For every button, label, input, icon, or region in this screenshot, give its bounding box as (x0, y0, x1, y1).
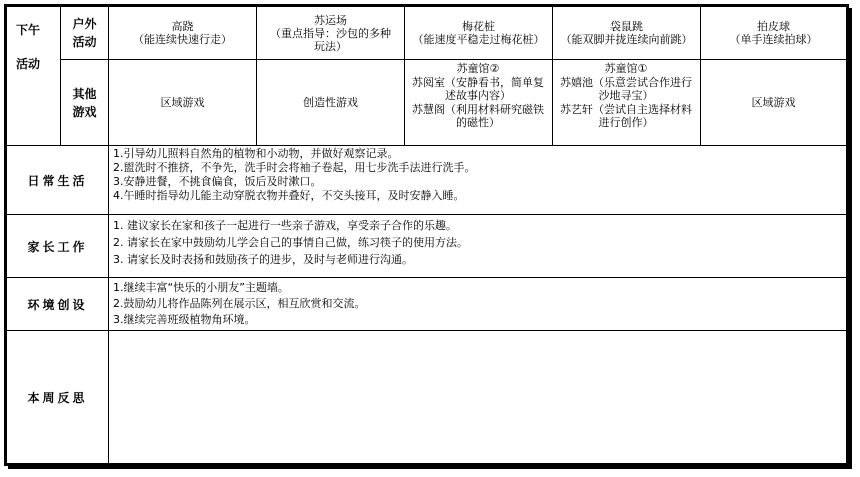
area-title: 苏童馆② (456, 62, 500, 75)
list-item: 2.盥洗时不推挤，不争先，洗手时会将袖子卷起，用七步洗手法进行洗手。 (113, 161, 476, 174)
list-item: 1. 建议家长在家和孩子一起进行一些亲子游戏，享受亲子合作的乐趣。 (113, 219, 457, 232)
area-item: 苏慧阁（利用材料研究磁铁的磁性） (412, 103, 544, 129)
other-cell-1 (108, 59, 257, 146)
other-cell-2 (256, 59, 405, 146)
outdoor-cell-2 (256, 6, 405, 60)
afternoon-label-top: 下午 (16, 23, 41, 37)
outdoor-cell-5 (700, 6, 847, 60)
outdoor-activity-label: 户外活动 (60, 6, 109, 60)
parent-work-content (108, 214, 847, 278)
other-games-label: 其他游戏 (60, 59, 109, 146)
table-shadow-bottom (8, 466, 852, 469)
daily-life-label: 日常生活 (6, 145, 109, 215)
outdoor-note: （重点指导：沙包的多种玩法） (270, 26, 391, 53)
list-item: 3.继续完善班级植物角环境。 (113, 313, 256, 326)
table-shadow-right (849, 8, 852, 469)
other-cell-4 (552, 59, 701, 146)
area-item: 苏嬉池（乐意尝试合作进行沙地寻宝） (560, 76, 692, 102)
area-item: 苏艺轩（尝试自主选择材料进行创作） (560, 103, 692, 129)
outdoor-note: （能速度平稳走过梅花桩） (412, 33, 545, 46)
list-item: 3. 请家长及时表扬和鼓励孩子的进步，及时与老师进行沟通。 (113, 253, 413, 266)
outdoor-title: 梅花桩 (462, 20, 495, 33)
afternoon-activity-label (6, 6, 61, 146)
reflection-content[interactable] (108, 330, 847, 464)
outdoor-title: 苏运场 (314, 13, 347, 27)
environment-content (108, 277, 847, 331)
outdoor-title: 拍皮球 (757, 20, 790, 33)
area-item: 苏阅室（安静看书，简单复述故事内容） (412, 76, 544, 102)
outdoor-cell-1 (108, 6, 257, 60)
list-item: 3.安静进餐，不挑食偏食，饭后及时漱口。 (113, 175, 322, 188)
outdoor-title: 袋鼠跳 (610, 20, 643, 33)
list-item: 1.引导幼儿照料自然角的植物和小动物，并做好观察记录。 (113, 147, 399, 160)
list-item: 1.继续丰富“快乐的小朋友”主题墙。 (113, 281, 289, 294)
reflection-label: 本周反思 (6, 330, 109, 464)
outdoor-cell-4 (552, 6, 701, 60)
other-text: 区域游戏 (160, 96, 205, 109)
afternoon-label-bottom: 活动 (16, 57, 41, 71)
list-item: 4.午睡时指导幼儿能主动穿脱衣物并叠好，不交头接耳，及时安静入睡。 (113, 189, 465, 202)
parent-work-label: 家长工作 (6, 214, 109, 278)
area-title: 苏童馆① (604, 62, 648, 75)
outdoor-note: （能连续快速行走） (133, 33, 232, 46)
environment-label: 环境创设 (6, 277, 109, 331)
outdoor-title: 高跷 (171, 20, 194, 33)
outdoor-note: （能双脚并拢连续向前跳） (560, 33, 693, 46)
other-text: 区域游戏 (751, 96, 796, 109)
list-item: 2. 请家长在家中鼓励幼儿学会自己的事情自己做，练习筷子的使用方法。 (113, 236, 468, 249)
list-item: 2.鼓励幼儿将作品陈列在展示区，相互欣赏和交流。 (113, 297, 366, 310)
reflection-text (109, 331, 846, 339)
daily-life-content (108, 145, 847, 215)
other-cell-3 (404, 59, 553, 146)
outdoor-note: （单手连续拍球） (729, 33, 818, 46)
other-text: 创造性游戏 (303, 96, 358, 109)
outdoor-cell-3 (404, 6, 553, 60)
other-cell-5 (700, 59, 847, 146)
